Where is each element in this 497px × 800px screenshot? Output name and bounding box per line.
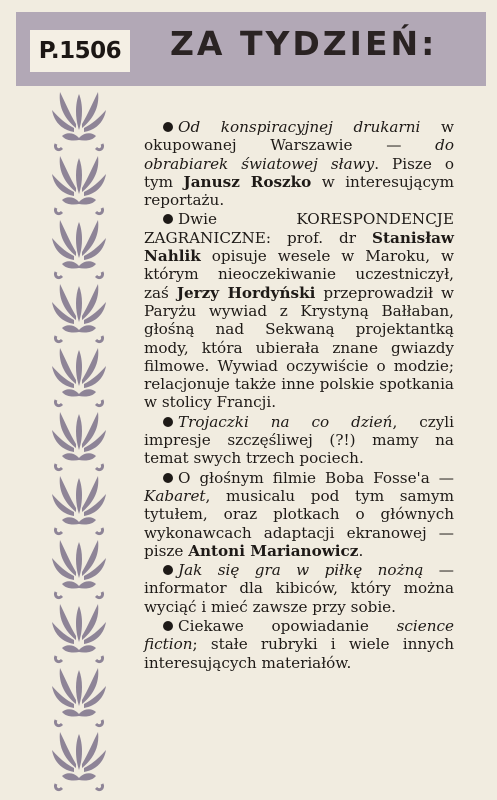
list-item: Ciekawe opowiadanie science fiction; stałe rubryki i wiele innych interesujących materiałów. bbox=[144, 617, 454, 672]
list-item: Jak się gra w piłkę nożną — informator dla kibiców, który można wyciąć i mieć zawsze przy sobie. bbox=[144, 561, 454, 616]
bullet-icon bbox=[163, 621, 173, 631]
list-item: Trojaczki na co dzień, czyli impresje szczęśliwej (?!) mamy na temat swych trzech pociech. bbox=[144, 412, 454, 468]
palmette-border-icon bbox=[52, 88, 106, 800]
bullet-icon bbox=[163, 565, 173, 575]
list-item: Dwie KORESPONDENCJE ZAGRANICZNE: prof. dr Stanisław Nahlik opisuje wesele w Maroku, w którym nieoczekiwanie uczestniczył, zaś Jerzy Hordyński przeprowadził w Paryżu wywiad z Krystyną Bałłaban, głośną nad Sekwaną projektantką mody, która ubierała znane gwiazdy filmowe. Wywiad oczywiście o modzie; relacjonuje także inne polskie spotkania w stolicy Francji. bbox=[144, 210, 454, 412]
issue-number-label: P.1506 bbox=[30, 30, 130, 72]
bullet-icon bbox=[163, 122, 173, 132]
bullet-icon bbox=[163, 473, 173, 483]
article-list bbox=[144, 118, 454, 673]
page-title: ZA TYDZIEŃ: bbox=[170, 24, 438, 63]
bullet-icon bbox=[163, 214, 173, 224]
bullet-icon bbox=[163, 417, 173, 427]
list-item: Od konspiracyjnej drukarni w okupowanej Warszawie — do obrabiarek światowej sławy. Pisze o tym Janusz Roszko w interesującym reportażu. bbox=[144, 118, 454, 210]
list-item: O głośnym filmie Boba Fosse'a — Kabaret, musicalu pod tym samym tytułem, oraz plotkach o głównych wykonawcach adaptacji ekranowej — pisze Antoni Marianowicz. bbox=[144, 468, 454, 560]
